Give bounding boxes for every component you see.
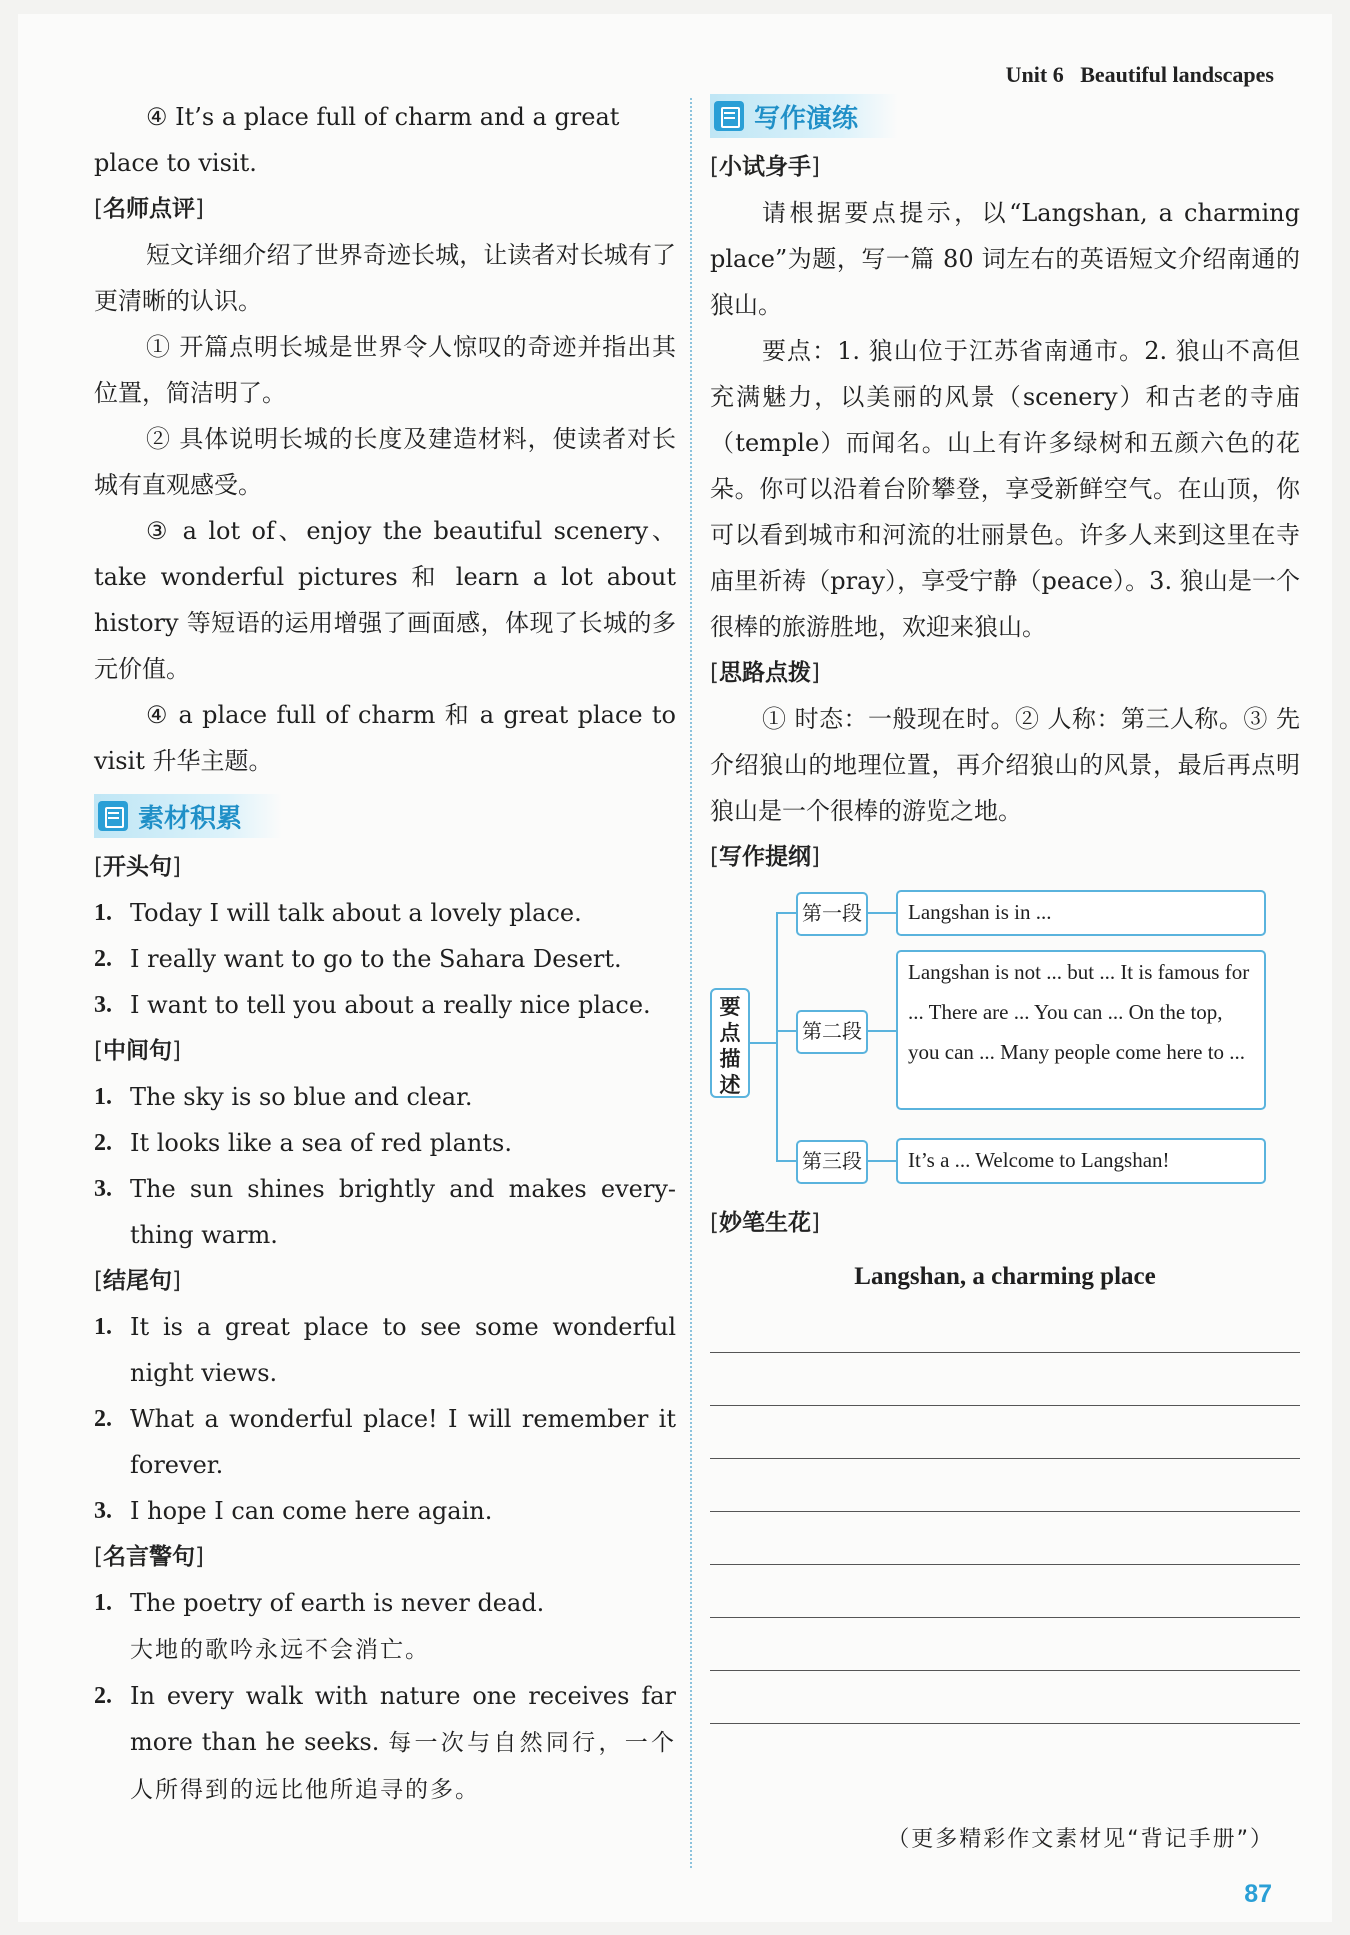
writing-area[interactable] bbox=[710, 1300, 1300, 1724]
left-column bbox=[94, 94, 676, 1813]
writing-line[interactable] bbox=[710, 1671, 1300, 1724]
book-icon bbox=[98, 801, 128, 831]
outline-diagram bbox=[710, 890, 1300, 1200]
segment-label: 第三段 bbox=[796, 1140, 868, 1184]
connector-line bbox=[866, 1030, 896, 1032]
idea-label: [思路点拨] bbox=[710, 660, 820, 686]
task-text: 请根据要点提示，以“Langshan, a charming place”为题，写一篇 80 词左右的英语短文介绍南通的狼山。 bbox=[710, 199, 1300, 319]
quotes-label: [名言警句] bbox=[94, 1544, 204, 1570]
connector-line bbox=[776, 912, 796, 914]
intro-line-2: place to visit. bbox=[94, 149, 257, 177]
ending-label: [结尾句] bbox=[94, 1268, 181, 1294]
footnote: （更多精彩作文素材见“背记手册”） bbox=[887, 1827, 1274, 1852]
review-paragraph: ③ a lot of、enjoy the beautiful scenery、take wonderful pictures 和 learn a lot about history 等短语的运用增强了画面感，体现了长城的多元价值。 bbox=[94, 517, 676, 683]
writing-line[interactable] bbox=[710, 1406, 1300, 1459]
connector-line bbox=[866, 1160, 896, 1162]
list-item: 1. It is a great place to see some wonderful night views. bbox=[94, 1313, 676, 1387]
writing-line[interactable] bbox=[710, 1300, 1300, 1353]
connector-line bbox=[776, 912, 778, 1162]
list-item: 1. The sky is so blue and clear. bbox=[94, 1083, 473, 1111]
opening-label: [开头句] bbox=[94, 854, 181, 880]
connector-line bbox=[750, 1042, 778, 1044]
column-divider bbox=[690, 98, 692, 1868]
writing-line[interactable] bbox=[710, 1618, 1300, 1671]
list-item: 2. It looks like a sea of red plants. bbox=[94, 1129, 512, 1157]
connector-line bbox=[776, 1030, 796, 1032]
quote-item: 2. In every walk with nature one receives far more than he seeks. 每一次与自然同行，一个人所得到的远比他所追寻的多。 bbox=[94, 1682, 676, 1803]
right-column bbox=[710, 94, 1300, 1724]
pen-icon bbox=[714, 101, 744, 131]
outline-key: 要点描述 bbox=[710, 988, 750, 1098]
review-paragraph: ④ a place full of charm 和 a great place to visit 升华主题。 bbox=[94, 701, 676, 775]
unit-topic: Beautiful landscapes bbox=[1080, 62, 1274, 87]
review-paragraph: 短文详细介绍了世界奇迹长城，让读者对长城有了更清晰的认识。 bbox=[94, 241, 676, 315]
writing-line[interactable] bbox=[710, 1512, 1300, 1565]
points-text: 要点：1. 狼山位于江苏省南通市。2. 狼山不高但充满魅力，以美丽的风景（scenery）和古老的寺庙（temple）而闻名。山上有许多绿树和五颜六色的花朵。你可以沿着台阶攀登，享受新鲜空气。在山顶，你可以看到城市和河流的壮丽景色。许多人来到这里在寺庙里祈祷（pray），享受宁静（peace）。3. 狼山是一个很棒的旅游胜地，欢迎来狼山。 bbox=[710, 337, 1300, 641]
segment-box: It’s a ... Welcome to Langshan! bbox=[896, 1138, 1266, 1184]
intro-line-1: ④ It’s a place full of charm and a great bbox=[146, 103, 620, 131]
flourish-label: [妙笔生花] bbox=[710, 1210, 820, 1236]
list-item: 1. Today I will talk about a lovely place. bbox=[94, 899, 582, 927]
idea-text: ① 时态：一般现在时。② 人称：第三人称。③ 先介绍狼山的地理位置，再介绍狼山的风景，最后再点明狼山是一个很棒的游览之地。 bbox=[710, 705, 1300, 825]
middle-label: [中间句] bbox=[94, 1038, 181, 1064]
try-label: [小试身手] bbox=[710, 154, 820, 180]
list-item: 2. I really want to go to the Sahara Desert. bbox=[94, 945, 622, 973]
writing-section-title: 写作演练 bbox=[710, 94, 898, 138]
list-item: 3. I hope I can come here again. bbox=[94, 1497, 493, 1525]
connector-line bbox=[866, 912, 896, 914]
review-label: [名师点评] bbox=[94, 196, 204, 222]
segment-box: Langshan is not ... but ... It is famous for ... There are ... You can ... On the top, you can ... Many people come here to ... bbox=[896, 950, 1266, 1110]
page bbox=[18, 14, 1332, 1922]
writing-line[interactable] bbox=[710, 1459, 1300, 1512]
review-paragraph: ② 具体说明长城的长度及建造材料，使读者对长城有直观感受。 bbox=[94, 425, 676, 499]
writing-line[interactable] bbox=[710, 1353, 1300, 1406]
unit-label: Unit 6 bbox=[1005, 62, 1064, 87]
writing-line[interactable] bbox=[710, 1565, 1300, 1618]
connector-line bbox=[776, 1160, 796, 1162]
outline-label: [写作提纲] bbox=[710, 844, 820, 870]
segment-label: 第一段 bbox=[796, 892, 868, 936]
essay-title: Langshan, a charming place bbox=[854, 1263, 1156, 1290]
segment-box: Langshan is in ... bbox=[896, 890, 1266, 936]
list-item: 3. I want to tell you about a really nice place. bbox=[94, 991, 651, 1019]
materials-section-title: 素材积累 bbox=[94, 794, 282, 838]
quote-item: 1. The poetry of earth is never dead. 大地的歌吟永远不会消亡。 bbox=[94, 1589, 545, 1663]
review-paragraph: ① 开篇点明长城是世界令人惊叹的奇迹并指出其位置，简洁明了。 bbox=[94, 333, 676, 407]
list-item: 3. The sun shines brightly and makes every-thing warm. bbox=[94, 1175, 676, 1249]
list-item: 2. What a wonderful place! I will remember it forever. bbox=[94, 1405, 676, 1479]
page-number: 87 bbox=[1244, 1880, 1272, 1908]
segment-label: 第二段 bbox=[796, 1010, 868, 1054]
